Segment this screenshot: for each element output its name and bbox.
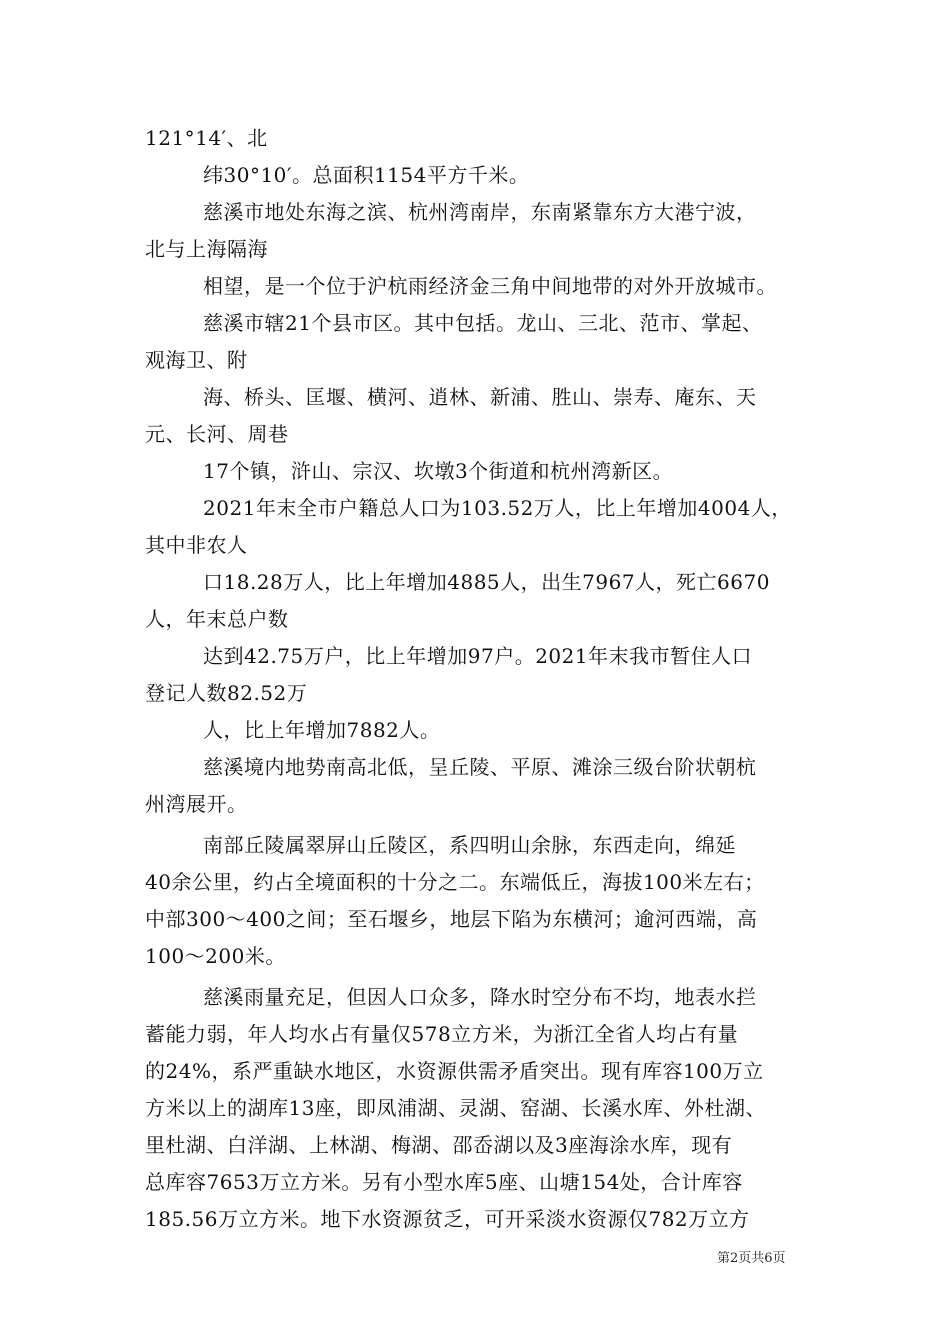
text-line: 观海卫、附 — [145, 348, 248, 372]
text-line: 相望，是一个位于沪杭雨经济金三角中间地带的对外开放城市。 — [203, 274, 777, 298]
text-line: 100～200米。 — [145, 944, 286, 968]
text-line: 其中非农人 — [145, 533, 248, 557]
text-line: 北与上海隔海 — [145, 237, 268, 261]
text-line: 17个镇，浒山、宗汉、坎墩3个街道和杭州湾新区。 — [203, 459, 674, 483]
text-line: 达到42.75万户，比上年增加97户。2021年末我市暂住人口 — [203, 644, 753, 668]
text-line: 口18.28万人，比上年增加4885人，出生7967人，死亡6670 — [203, 570, 770, 594]
text-line: 元、长河、周巷 — [145, 422, 289, 446]
text-line: 州湾展开。 — [145, 792, 248, 816]
text-line: 慈溪市辖21个县市区。其中包括。龙山、三北、范市、掌起、 — [203, 311, 763, 335]
text-line: 方米以上的湖库13座，即凤浦湖、灵湖、窑湖、长溪水库、外杜湖、 — [145, 1096, 766, 1120]
text-line: 海、桥头、匡堰、横河、逍林、新浦、胜山、崇寿、庵东、天 — [203, 385, 757, 409]
text-line: 2021年末全市户籍总人口为103.52万人，比上年增加4004人， — [203, 496, 792, 520]
text-line: 蓄能力弱，年人均水占有量仅578立方米，为浙江全省人均占有量 — [145, 1022, 739, 1046]
text-line: 慈溪市地处东海之滨、杭州湾南岸，东南紧靠东方大港宁波， — [203, 200, 757, 224]
text-line: 里杜湖、白洋湖、上林湖、梅湖、邵岙湖以及3座海涂水库，现有 — [145, 1133, 733, 1157]
text-line: 40余公里，约占全境面积的十分之二。东端低丘，海拔100米左右； — [145, 870, 765, 894]
text-line: 登记人数82.52万 — [145, 681, 308, 705]
text-line: 人，年末总户数 — [145, 607, 289, 631]
text-line: 121°14′、北 — [145, 126, 268, 150]
text-line: 慈溪雨量充足，但因人口众多，降水时空分布不均，地表水拦 — [203, 985, 757, 1009]
text-line: 185.56万立方米。地下水资源贫乏，可开采淡水资源仅782万立方 — [145, 1207, 750, 1231]
text-line: 的24%，系严重缺水地区，水资源供需矛盾突出。现有库容100万立 — [145, 1059, 764, 1083]
text-line: 慈溪境内地势南高北低，呈丘陵、平原、滩涂三级台阶状朝杭 — [203, 755, 757, 779]
text-line: 南部丘陵属翠屏山丘陵区，系四明山余脉，东西走向，绵延 — [203, 833, 736, 857]
text-line: 总库容7653万立方米。另有小型水库5座、山塘154处，合计库容 — [145, 1170, 743, 1194]
text-line: 纬30°10′。总面积1154平方千米。 — [203, 163, 530, 187]
page-number: 第2页共6页 — [717, 1251, 786, 1266]
text-line: 中部300～400之间；至石堰乡，地层下陷为东横河；逾河西端，高 — [145, 907, 758, 931]
text-line: 人，比上年增加7882人。 — [203, 718, 441, 742]
document-body — [145, 120, 810, 1238]
